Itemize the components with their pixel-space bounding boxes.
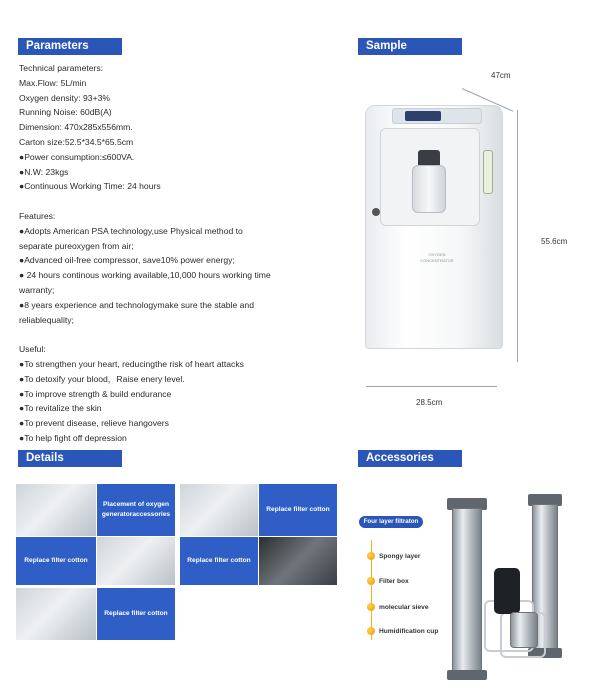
depth-dimension-label: 47cm (491, 71, 511, 80)
feature-line: ●8 years experience and technologymake sure the stable and (19, 299, 254, 310)
useful-line: ●To detoxify your blood，Raise enery level. (19, 373, 185, 384)
useful-line: ●To prevent disease, relieve hangovers (19, 418, 169, 429)
humidifier-cap (418, 150, 440, 166)
feature-line: separate pureoxygen from air; (19, 240, 134, 251)
useful-line: ●To strengthen your heart, reducingthe risk of heart attacks (19, 358, 244, 369)
tech-line: ●Power consumption:≤600VA. (19, 151, 135, 162)
useful-heading: Useful: (19, 344, 46, 355)
filter-box-part (494, 568, 520, 614)
sieve-cylinder-left (452, 508, 482, 674)
detail-caption: Replace filter cotton (97, 588, 175, 640)
concentrator-label: OXYGEN CONCENTRATOR (420, 252, 454, 263)
parameters-text (19, 61, 271, 446)
detail-caption: Replace filter cotton (259, 484, 337, 536)
feature-line: ●Adopts American PSA technology,use Physical method to (19, 225, 243, 236)
width-dimension-label: 28.5cm (416, 398, 443, 407)
section-parameters: Parameters (18, 38, 122, 55)
detail-photo (97, 537, 175, 585)
useful-line: ●To improve strength & build endurance (19, 388, 172, 399)
detail-photo (259, 537, 337, 585)
useful-line: ●To revitalize the skin (19, 403, 102, 414)
feature-line: ●Advanced oil-free compressor, save10% power energy; (19, 255, 235, 266)
section-accessories: Accessories (358, 450, 462, 467)
tech-line: Dimension: 470x285x556mm. (19, 122, 133, 133)
feature-line: reliablequality; (19, 314, 74, 325)
detail-photo (180, 484, 258, 536)
useful-line: ●To help fight off depression (19, 432, 127, 443)
bullet-icon (367, 552, 375, 560)
detail-photo (16, 484, 96, 536)
tech-line: Oxygen density: 93+3% (19, 92, 111, 103)
flowmeter (483, 150, 493, 194)
tech-line: ●Continuous Working Time: 24 hours (19, 181, 161, 192)
tech-line: Max.Flow: 5L/min (19, 77, 87, 88)
feature-line: ● 24 hours continous working available,10,000 hours working time (19, 270, 271, 281)
features-heading: Features: (19, 210, 56, 221)
bullet-icon (367, 627, 375, 635)
detail-caption: Placement of oxygen generatoraccessories (97, 484, 175, 536)
humidifier-cup-part (510, 612, 538, 648)
detail-caption: Replace filter cotton (16, 537, 96, 585)
display-screen (405, 111, 441, 121)
height-dimension-line (517, 110, 518, 362)
tech-line: ●N.W: 23kgs (19, 166, 69, 177)
accessory-humidification-cup: Humidification cup (379, 628, 439, 635)
technical-heading: Technical parameters: (19, 63, 104, 73)
bullet-icon (367, 603, 375, 611)
accessory-filter-box: Filter box (379, 578, 409, 585)
section-details: Details (18, 450, 122, 467)
tech-line: Running Noise: 60dB(A) (19, 107, 112, 118)
accessory-spongy-layer: Spongy layer (379, 553, 421, 560)
humidifier-bottle (412, 165, 446, 213)
power-knob (372, 208, 380, 216)
filtration-pill: Four layer filtraton (359, 516, 423, 528)
accessory-molecular-sieve: molecular sieve (379, 604, 429, 611)
detail-caption: Replace filter cotton (180, 537, 258, 585)
height-dimension-label: 55.6cm (541, 237, 568, 246)
feature-line: warranty; (19, 284, 55, 295)
tech-line: Carton size:52.5*34.5*65.5cm (19, 136, 134, 147)
width-dimension-line (366, 386, 497, 387)
bullet-icon (367, 577, 375, 585)
detail-photo (16, 588, 96, 640)
sieve-cap (447, 670, 487, 680)
section-sample: Sample (358, 38, 462, 55)
